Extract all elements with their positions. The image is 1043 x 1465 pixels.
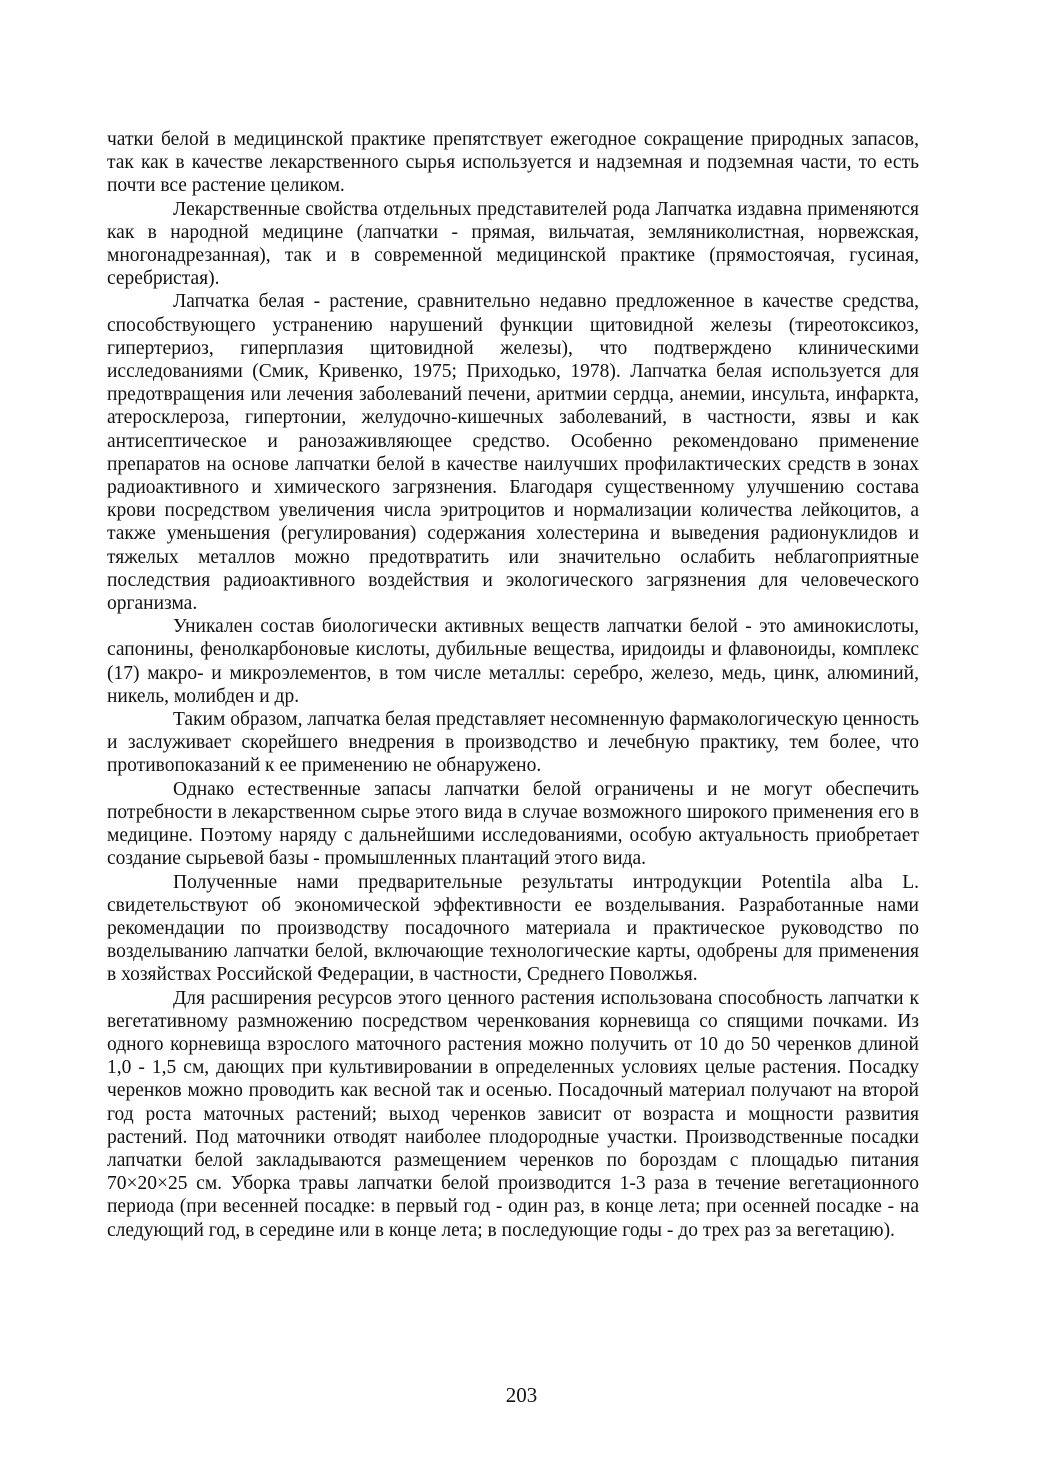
paragraph-medicinal-properties: Лекарственные свойства отдельных представителей рода Лапчатка издавна применяются как в народной медицине (лапчатки - прямая, вильчатая, земляниколистная, норвежская, многонадрезанная), так и в современной медицинской практике (прямостоячая, гусиная, серебристая). <box>107 198 919 290</box>
page-number: 203 <box>505 1383 538 1407</box>
paragraph-introduction-results: Полученные нами предварительные результаты интродукции Potentila alba L. свидетельствуют об экономической эффективности ее возделывания. Разработанные нами рекомендации по производству посадочного материала и практическое руководство по возделыванию лапчатки белой, включающие технологические карты, одобрены для применения в хозяйствах Российской Федерации, в частности, Среднего Поволжья. <box>107 871 919 986</box>
paragraph-vegetative-propagation: Для расширения ресурсов этого ценного растения использована способность лапчатки к вегетативному размножению посредством черенкования корневища со спящими почками. Из одного корневища взрослого маточного растения можно получить от 10 до 50 черенков длиной 1,0 - 1,5 см, дающих при культивировании в определенных условиях целые растения. Посадку черенков можно проводить как весной так и осенью. Посадочный материал получают на второй год роста маточных растений; выход черенков зависит от возраста и мощности развития растений. Под маточники отводят наиболее плодородные участки. Производственные посадки лапчатки белой закладываются размещением черенков по бороздам с площадью питания 70×20×25 см. Уборка травы лапчатки белой производится 1-3 раза в течение вегетационного периода (при весенней посадке: в первый год - один раз, в конце лета; при осенней посадке - на следующий год, в середине или в конце лета; в последующие годы - до трех раз за вегетацию). <box>107 987 919 1241</box>
paragraph-thyroid-treatment: Лапчатка белая - растение, сравнительно недавно предложенное в качестве средства, способствующего устранению нарушений функции щитовидной железы (тиреотоксикоз, гипертериоз, гиперплазия щитовидной железы), что подтверждено клиническими исследованиями (Смик, Кривенко, 1975; Приходько, 1978). Лапчатка белая используется для предотвращения или лечения заболеваний печени, аритмии сердца, анемии, инсульта, инфаркта, атеросклероза, гипертонии, желудочно-кишечных заболеваний, в частности, язвы и как антисептическое и ранозаживляющее средство. Особенно рекомендовано применение препаратов на основе лапчатки белой в качестве наилучших профилактических средств в зонах радиоактивного и химического загрязнения. Благодаря существенному улучшению состава крови посредством увеличения числа эритроцитов и нормализации количества лейкоцитов, а также уменьшения (регулирования) содержания холестерина и выведения радионуклидов и тяжелых металлов можно предотвратить или значительно ослабить неблагоприятные последствия радиоактивного воздействия и экологического загрязнения для человеческого организма. <box>107 291 919 615</box>
paragraph-active-substances: Уникален состав биологически активных веществ лапчатки белой - это аминокислоты, сапонины, фенолкарбоновые кислоты, дубильные вещества, иридоиды и флавоноиды, комплекс (17) макро- и микроэлементов, в том числе металлы: серебро, железо, медь, цинк, алюминий, никель, молибден и др. <box>107 616 919 707</box>
body-text <box>107 128 919 1242</box>
paragraph-pharmacological-value: Таким образом, лапчатка белая представляет несомненную фармакологическую ценность и заслуживает скорейшего внедрения в производство и лечебную практику, тем более, что противопоказаний к ее применению не обнаружено. <box>107 709 919 777</box>
paragraph-natural-reserves: Однако естественные запасы лапчатки белой ограничены и не могут обеспечить потребности в лекарственном сырье этого вида в случае возможного широкого применения его в медицине. Поэтому наряду с дальнейшими исследованиями, особую актуальность приобретает создание сырьевой базы - промышленных плантаций этого вида. <box>107 778 919 870</box>
paragraph-continuation: чатки белой в медицинской практике препятствует ежегодное сокращение природных запасов, так как в качестве лекарственного сырья используется и надземная и подземная части, то есть почти все растение целиком. <box>107 129 919 197</box>
